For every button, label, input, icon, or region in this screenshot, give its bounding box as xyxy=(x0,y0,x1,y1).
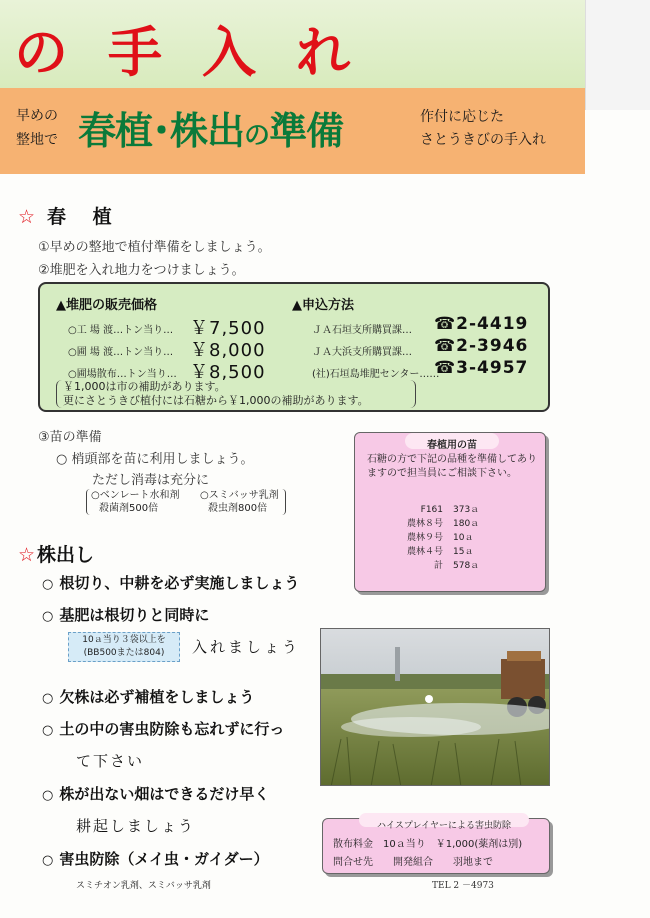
pesticide-note: スミチオン乳剤、スミバッサ乳剤 xyxy=(76,881,211,891)
price-row-value: ￥8,000 xyxy=(190,340,266,361)
haru-item-3a: ○ 梢頭部を苗に利用しましょう。 xyxy=(56,452,254,467)
subsidy-note xyxy=(56,380,416,408)
star-icon: ☆ xyxy=(18,544,36,566)
seedling-row xyxy=(393,531,523,545)
seedling-box-desc: 石糖の方で下記の品種を準備してありますので担当員にご相談下さい。 xyxy=(367,454,537,479)
section-heading-kabudashi xyxy=(18,540,158,567)
chem1-name: ○ベンレート水和剤 xyxy=(91,490,180,501)
seedling-row xyxy=(393,545,523,559)
kabudashi-item-5 xyxy=(42,783,269,804)
heading-part-no: の xyxy=(244,121,270,151)
kabudashi-item-5-text: 株が出ない畑はできるだけ早く xyxy=(59,785,270,803)
bullet-icon: ○ xyxy=(42,609,54,624)
kabudashi-item-4-text: 土の中の害虫防除も忘れずに行っ xyxy=(59,720,285,738)
fertilizer-amount-box xyxy=(68,632,180,662)
main-heading xyxy=(78,100,418,155)
sprayer-box-title: ハイスプレイヤーによる害虫防除 xyxy=(376,821,512,831)
haru-item-2: ②堆肥を入れ地力をつけましょう。 xyxy=(38,263,245,278)
kabudashi-item-1 xyxy=(42,572,299,593)
seedling-row xyxy=(393,503,523,517)
kabudashi-item-4-cont: て下さい xyxy=(76,752,145,770)
kabudashi-item-1-text: 根切り、中耕を必ず実施しましょう xyxy=(59,574,300,592)
contact-label: ＪＡ石垣支所購買課… xyxy=(312,325,412,336)
star-icon: ☆ xyxy=(18,206,46,228)
early-prep-line2: 整地で xyxy=(16,132,58,148)
price-row-label: ○圃場散布…トン当り… xyxy=(68,369,177,380)
page-edge-strip xyxy=(585,0,650,110)
seedling-box xyxy=(354,432,546,592)
variety-name: 農林８号 xyxy=(406,519,443,529)
contact-phone: ☎2-3946 xyxy=(434,336,529,356)
section-heading-haru-text: 春 植 xyxy=(47,206,122,228)
chem2-name: ○スミバッサ乳剤 xyxy=(200,490,279,501)
kabudashi-item-2-cont: 入れましょう xyxy=(192,638,301,656)
fertilizer-type: (BB500または804) xyxy=(83,648,165,658)
side-desc-line2: さとうきびの手入れ xyxy=(420,132,546,148)
seedling-box-title: 春植用の苗 xyxy=(427,440,477,451)
side-description xyxy=(420,106,580,152)
kabudashi-item-5-cont: 耕起しましょう xyxy=(76,817,196,835)
sprayer-box-title-tab xyxy=(359,813,529,831)
kabudashi-item-3-text: 欠株は必ず補植をしましょう xyxy=(59,688,255,706)
kabudashi-item-2-text: 基肥は根切りと同時に xyxy=(59,606,210,624)
subsidy-note-line2: 更にさとうきび植付には石糖から￥1,000の補助があります。 xyxy=(63,394,369,407)
sprayer-fee: 散布料金 10ａ当り ￥1,000(薬剤は別) xyxy=(333,839,523,850)
price-row-label: ○工 場 渡…トン当り… xyxy=(68,325,174,336)
haru-item-3: ③苗の準備 xyxy=(38,430,102,445)
subsidy-note-line1: ￥1,000は市の補助があります。 xyxy=(63,380,226,393)
kabudashi-item-6-text: 害虫防除（メイ虫・ガイダー） xyxy=(59,850,269,868)
contact-phone: ☎2-4419 xyxy=(434,314,529,334)
fertilizer-amount: 10ａ当り３袋以上を xyxy=(82,635,166,645)
variety-amount: 10ａ xyxy=(453,533,474,543)
haru-item-1: ①早めの整地で植付準備をしましょう。 xyxy=(38,240,271,255)
bullet-icon: ○ xyxy=(42,577,54,592)
field-photo-image xyxy=(321,629,550,786)
price-row-label: ○圃 場 渡…トン当り… xyxy=(68,347,174,358)
chemical-benlate xyxy=(86,489,179,515)
contact-label: (社)石垣島堆肥センター…… xyxy=(312,369,440,380)
chemical-sumibassa xyxy=(200,489,286,515)
seedling-table xyxy=(393,503,523,573)
kabudashi-item-2 xyxy=(42,604,209,625)
price-title: ▲堆肥の販売価格 xyxy=(56,298,157,313)
chem2-rate: 殺虫剤800倍 xyxy=(208,503,268,514)
sprayer-contact: 問合せ先 開発組合 羽地まで xyxy=(333,857,493,868)
seedling-row-total xyxy=(393,559,523,573)
early-prep-line1: 早めの xyxy=(16,108,58,124)
variety-amount: 15ａ xyxy=(453,547,474,557)
sprayer-tel: TEL 2 －4973 xyxy=(432,881,494,891)
variety-name: 農林４号 xyxy=(406,547,443,557)
seedling-row xyxy=(393,517,523,531)
heading-part-kabu: 株出 xyxy=(170,108,245,153)
heading-dot: ･ xyxy=(152,108,171,153)
page-title: の手入れ xyxy=(14,20,390,84)
sprayer-box xyxy=(322,818,550,874)
heading-part-haru: 春植 xyxy=(78,108,153,153)
contact-label: ＪＡ大浜支所購買課… xyxy=(312,347,412,358)
haru-item-3b: ただし消毒は充分に xyxy=(92,473,210,488)
heading-part-junbi: 準備 xyxy=(269,108,344,153)
variety-name: 農林９号 xyxy=(406,533,443,543)
chem1-rate: 殺菌剤500倍 xyxy=(99,503,159,514)
bullet-icon: ○ xyxy=(42,691,54,706)
variety-name: 計 xyxy=(433,561,443,571)
price-row-value: ￥7,500 xyxy=(190,318,266,339)
section-heading-haru xyxy=(18,202,158,229)
field-spraying-photo xyxy=(320,628,550,786)
variety-name: F161 xyxy=(420,505,443,515)
section-heading-kabudashi-text: 株出し xyxy=(37,544,95,566)
kabudashi-item-4 xyxy=(42,718,284,739)
compost-price-box xyxy=(38,282,550,412)
seedling-box-title-tab xyxy=(405,433,499,449)
bullet-icon: ○ xyxy=(42,723,54,738)
kabudashi-item-6 xyxy=(42,848,269,869)
contact-phone: ☎3-4957 xyxy=(434,358,529,378)
bullet-icon: ○ xyxy=(42,788,54,803)
bullet-icon: ○ xyxy=(42,853,54,868)
variety-amount: 373ａ xyxy=(453,505,480,515)
kabudashi-item-3 xyxy=(42,686,254,707)
early-prep-label xyxy=(16,104,76,152)
price-row-value: ￥8,500 xyxy=(190,362,266,383)
side-desc-line1: 作付に応じた xyxy=(420,109,504,125)
variety-amount: 180ａ xyxy=(453,519,480,529)
variety-amount: 578ａ xyxy=(453,561,480,571)
apply-title: ▲申込方法 xyxy=(292,298,354,313)
